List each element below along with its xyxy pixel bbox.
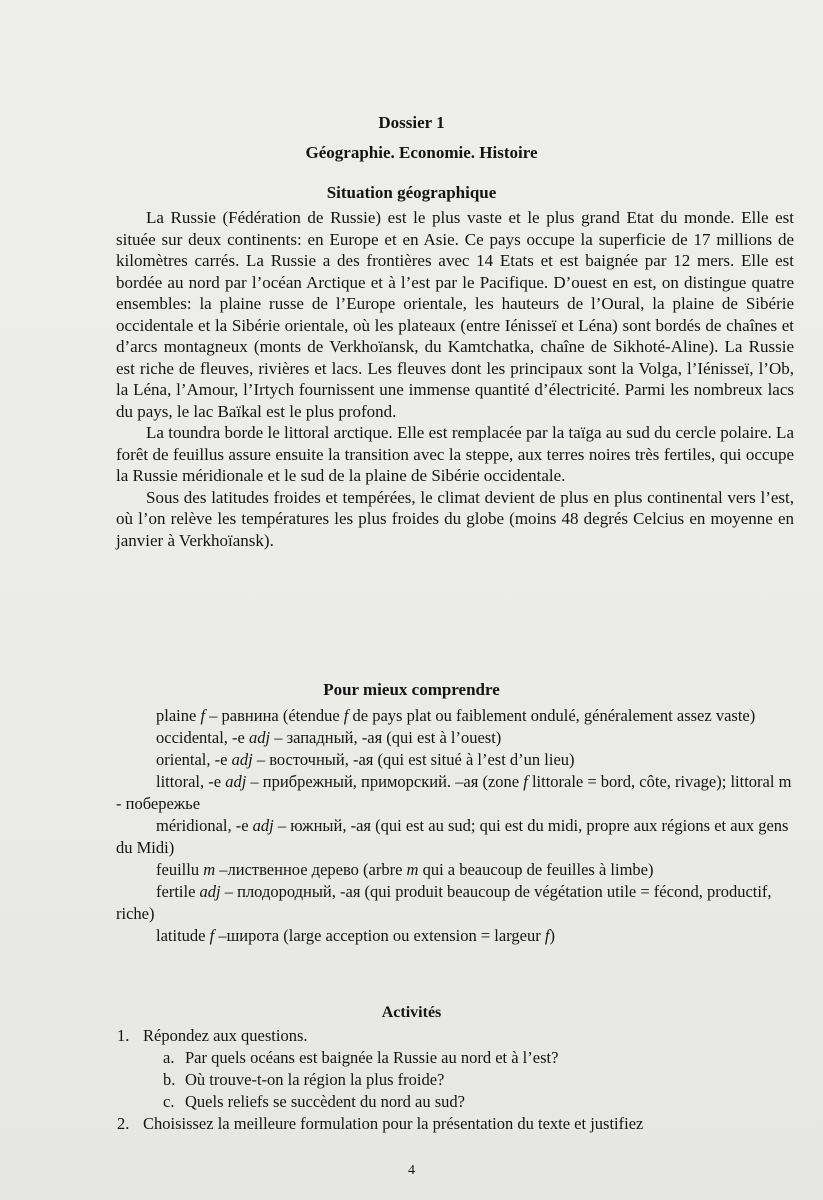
dossier-subtitle: Géographie. Economie. Histoire xyxy=(305,143,538,162)
vocab-entry: oriental, -e adj – восточный, -ая (qui est situé à l’est d’un lieu) xyxy=(156,750,575,769)
question-2: 2. Choisissez la meilleure formulation pour la présentation du texte et justifiez xyxy=(117,1114,644,1133)
question-1a: a. Par quels océans est baignée la Russie au nord et à l’est? xyxy=(163,1048,559,1067)
vocab-entry: littoral, -e adj – прибрежный, приморский. –ая (zone f littorale = bord, côte, rivage); littoral m - побережье xyxy=(116,772,792,813)
vocab-entry: feuillu m –лиственное дерево (arbre m qui a beaucoup de feuilles à limbe) xyxy=(156,860,654,879)
vocab-entry: latitude f –широта (large acception ou extension = largeur f) xyxy=(156,926,555,945)
vocab-entry: méridional, -e adj – южный, -ая (qui est au sud; qui est du midi, propre aux régions et aux gens du Midi) xyxy=(116,816,789,857)
activities-list xyxy=(113,1025,803,1135)
vocab-entry: plaine f – равнина (étendue f de pays plat ou faiblement ondulé, généralement assez vaste) xyxy=(156,706,756,725)
vocab-entry: occidental, -e adj – западный, -ая (qui est à l’ouest) xyxy=(156,728,502,747)
section-title-vocabulary: Pour mieux comprendre xyxy=(323,680,500,699)
vocabulary-list xyxy=(116,705,796,947)
section-title-activities: Activités xyxy=(381,1004,442,1021)
question-1: 1. Répondez aux questions. xyxy=(117,1026,308,1045)
paragraph-2: La toundra borde le littoral arctique. Elle est remplacée par la taïga au sud du cercle polaire. La forêt de feuillus assure ensuite la transition avec la steppe, aux terres noires très fertiles, qui occupe la Russie méridionale et le sud de la plaine de Sibérie occidentale. xyxy=(116,423,794,485)
page-number: 4 xyxy=(408,1163,415,1178)
dossier-heading: Dossier 1 xyxy=(378,113,445,132)
question-1c: c. Quels reliefs se succèdent du nord au sud? xyxy=(163,1092,465,1111)
paragraph-3: Sous des latitudes froides et tempérées, le climat devient de plus en plus continental vers l’est, où l’on relève les températures les plus froides du globe (moins 48 degrés Celcius en moyenne en janvier à Verkhoïansk). xyxy=(116,487,794,550)
situation-body xyxy=(116,207,794,551)
section-title-situation: Situation géographique xyxy=(326,183,497,202)
vocab-entry: fertile adj – плодородный, -ая (qui produit beaucoup de végétation utile = fécond, productif, riche) xyxy=(116,882,772,923)
question-1b: b. Où trouve-t-on la région la plus froide? xyxy=(163,1070,445,1089)
paragraph-1: La Russie (Fédération de Russie) est le plus vaste et le plus grand Etat du monde. Elle est située sur deux continents: en Europe et en Asie. Ce pays occupe la superficie de 17 millions de kilomètres carrés. La Russie a des frontières avec 14 Etats et est baignée par 12 mers. Elle est bordée au nord par l’océan Arctique et à l’est par le Pacifique. D’ouest en est, on distingue quatre ensembles: la plaine russe de l’Europe orientale, les hauteurs de l’Oural, la plaine de Sibérie occidentale et la Sibérie orientale, où les plateaux (entre Iénisseï et Léna) sont bordés de chaînes et d’arcs montagneux (monts de Verkhoïansk, du Kamtchatka, chaîne de Sikhoté-Aline). La Russie est riche de fleuves, rivières et lacs. Les fleuves dont les principaux sont la Volga, l’Iénisseï, l’Ob, la Léna, l’Amour, l’Irtych fournissent une immense quantité d’électricité. Parmi les nombreux lacs du pays, le lac Baïkal est le plus profond. xyxy=(116,208,794,421)
